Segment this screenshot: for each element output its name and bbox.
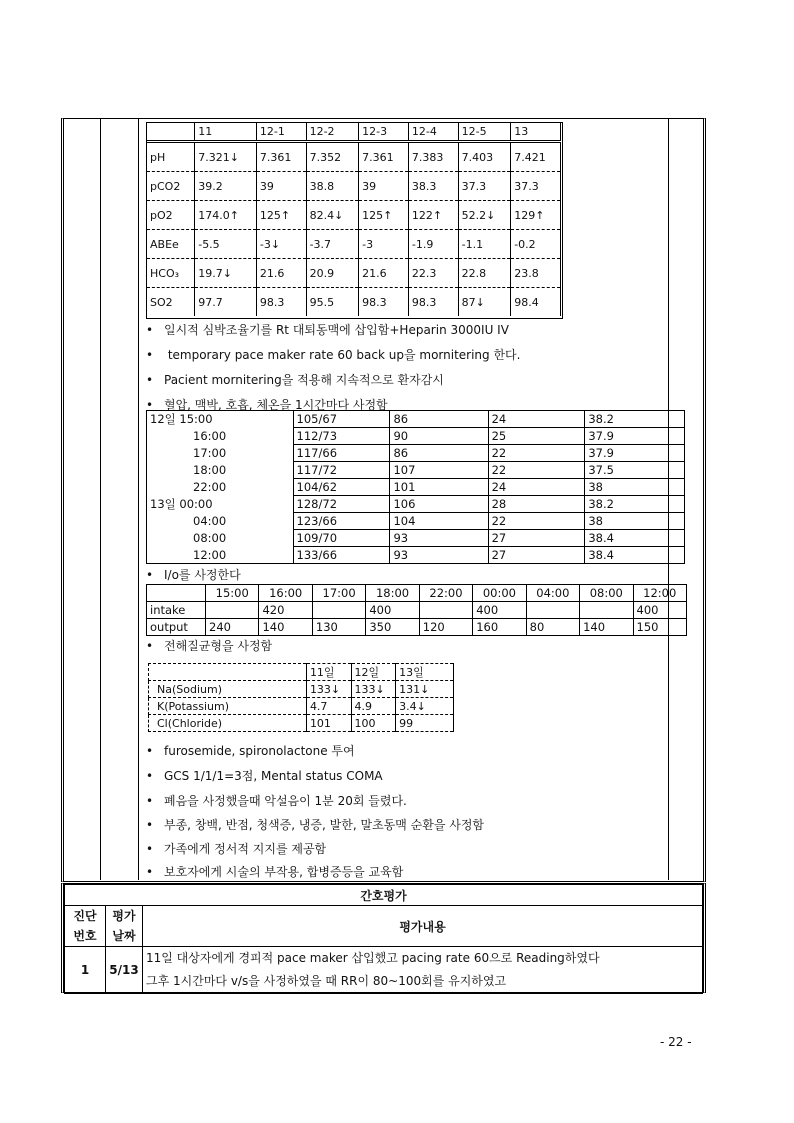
- abg-cell: 7.383: [408, 142, 458, 172]
- vital-cell: 22: [488, 513, 585, 530]
- bullet-text: furosemide, spironolactone 투여: [164, 744, 355, 758]
- vital-cell: 24: [488, 411, 585, 428]
- abg-cell: pCO2: [147, 172, 195, 201]
- bullet-text: GCS 1/1/1=3점, Mental status COMA: [164, 769, 383, 783]
- abg-cell: 98.4: [511, 288, 561, 317]
- bullet-text: Pacient mornitering을 적용해 지속적으로 환자감시: [164, 373, 444, 387]
- abg-cell: 129↑: [511, 201, 561, 230]
- eval-line: 11일 대상자에게 경피적 pace maker 삽입했고 pacing rate 60으로 Reading하였다: [146, 951, 600, 965]
- vital-cell: 08:00: [147, 530, 294, 547]
- electrolyte-cell: Cl(Chloride): [149, 715, 307, 732]
- electrolyte-row: [149, 681, 454, 698]
- abg-row: [147, 288, 561, 317]
- vital-cell: 117/66: [293, 445, 390, 462]
- abg-cell: 39: [256, 172, 306, 201]
- electrolyte-row: [149, 698, 454, 715]
- vital-cell: 38.4: [585, 530, 685, 547]
- abg-cell: 125↑: [359, 201, 409, 230]
- eval-col-content: 평가내용: [143, 906, 703, 947]
- abg-cell: 7.361: [256, 142, 306, 172]
- abg-cell: 98.3: [256, 288, 306, 317]
- abg-cell: 7.361: [359, 142, 409, 172]
- abg-header-cell: 12-1: [256, 123, 306, 142]
- abg-cell: 87↓: [458, 288, 511, 317]
- abg-row: [147, 142, 561, 172]
- abg-cell: HCO₃: [147, 259, 195, 288]
- vital-row: [147, 547, 685, 564]
- io-cell: 130: [312, 619, 365, 636]
- column-divider: [138, 118, 139, 880]
- abg-cell: 125↑: [256, 201, 306, 230]
- io-cell: [147, 585, 206, 602]
- bullet-text: 폐음을 사정했을때 악설음이 1분 20회 들렸다.: [164, 794, 407, 808]
- page-number: - 22 -: [660, 1035, 692, 1049]
- abg-row: [147, 201, 561, 230]
- vital-row: [147, 479, 685, 496]
- electrolyte-cell: 11일: [306, 664, 351, 681]
- electrolyte-cell: K(Potassium): [149, 698, 307, 715]
- vital-cell: 25: [488, 428, 585, 445]
- bullet-item: [146, 767, 383, 784]
- abg-cell: -5.5: [195, 230, 257, 259]
- io-cell: output: [147, 619, 206, 636]
- io-cell: 150: [633, 619, 687, 636]
- abg-cell: 38.3: [408, 172, 458, 201]
- io-cell: 16:00: [259, 585, 312, 602]
- abg-cell: 21.6: [359, 259, 409, 288]
- bullet-item: [146, 321, 509, 338]
- vital-cell: 37.9: [585, 445, 685, 462]
- bullet-dot: •: [146, 373, 154, 387]
- vital-cell: 38: [585, 513, 685, 530]
- eval-title: 간호평가: [65, 885, 703, 906]
- abg-cell: 7.321↓: [195, 142, 257, 172]
- abg-cell: 37.3: [511, 172, 561, 201]
- vital-cell: 12일 15:00: [147, 411, 294, 428]
- io-cell: [312, 602, 365, 619]
- vital-cell: 22: [488, 462, 585, 479]
- electrolyte-cell: 100: [351, 715, 396, 732]
- vital-cell: 13일 00:00: [147, 496, 294, 513]
- vital-cell: 04:00: [147, 513, 294, 530]
- bullet-item: [146, 816, 484, 833]
- eval-line: 그후 1시간마다 v/s을 사정하였을 때 RR이 80~100회를 유지하였고: [146, 974, 507, 988]
- bullet-dot: •: [146, 842, 154, 856]
- vital-row: [147, 462, 685, 479]
- bullet-text: 가족에게 정서적 지지를 제공함: [164, 842, 327, 856]
- abg-cell: 21.6: [256, 259, 306, 288]
- io-cell: 140: [259, 619, 312, 636]
- bullet-dot: •: [146, 323, 154, 337]
- bullet-text: 부종, 창백, 반점, 청색증, 냉증, 발한, 말초동맥 순환을 사정함: [164, 818, 485, 832]
- vital-cell: 18:00: [147, 462, 294, 479]
- electrolyte-cell: Na(Sodium): [149, 681, 307, 698]
- vital-cell: 28: [488, 496, 585, 513]
- abg-cell: 7.403: [458, 142, 511, 172]
- vital-cell: 24: [488, 479, 585, 496]
- io-cell: 140: [580, 619, 633, 636]
- abg-header-row: [147, 123, 561, 142]
- abg-header-cell: [147, 123, 195, 142]
- vital-cell: 38: [585, 479, 685, 496]
- io-cell: 22:00: [419, 585, 472, 602]
- eval-col-number: 진단 번호: [65, 906, 106, 947]
- abg-cell: 39: [359, 172, 409, 201]
- electrolyte-cell: 101: [306, 715, 351, 732]
- vital-cell: 107: [390, 462, 488, 479]
- vital-row: [147, 496, 685, 513]
- abg-cell: 23.8: [511, 259, 561, 288]
- io-cell: 04:00: [526, 585, 579, 602]
- abg-header-cell: 11: [195, 123, 257, 142]
- io-cell: 08:00: [580, 585, 633, 602]
- abg-cell: 98.3: [359, 288, 409, 317]
- abg-header-cell: 12-2: [306, 123, 359, 142]
- abg-cell: 82.4↓: [306, 201, 359, 230]
- electrolyte-cell: 12일: [351, 664, 396, 681]
- bullet-dot: •: [146, 348, 154, 362]
- bullet-text: 혈압, 맥박, 호흡, 체온을 1시간마다 사정함: [164, 398, 388, 412]
- bullet-dot: •: [146, 818, 154, 832]
- io-cell: intake: [147, 602, 206, 619]
- io-cell: 400: [473, 602, 526, 619]
- abg-cell: 98.3: [408, 288, 458, 317]
- vital-row: [147, 428, 685, 445]
- vital-cell: 27: [488, 530, 585, 547]
- abg-cell: 122↑: [408, 201, 458, 230]
- vital-cell: 93: [390, 530, 488, 547]
- vital-row: [147, 445, 685, 462]
- vital-cell: 101: [390, 479, 488, 496]
- io-row: [147, 585, 687, 602]
- vital-cell: 128/72: [293, 496, 390, 513]
- bullet-dot: •: [146, 769, 154, 783]
- abg-cell: -1.9: [408, 230, 458, 259]
- eval-date: 5/13: [106, 947, 143, 994]
- abg-cell: 19.7↓: [195, 259, 257, 288]
- electrolyte-cell: 133↓: [306, 681, 351, 698]
- vital-cell: 38.4: [585, 547, 685, 564]
- vital-cell: 106: [390, 496, 488, 513]
- electrolyte-bullet: • 전해질균형을 사정함: [146, 639, 273, 653]
- io-cell: [206, 602, 259, 619]
- io-cell: 18:00: [366, 585, 419, 602]
- io-cell: [526, 602, 579, 619]
- electrolyte-row: [149, 664, 454, 681]
- vital-cell: 93: [390, 547, 488, 564]
- abg-cell: SO2: [147, 288, 195, 317]
- abg-cell: 38.8: [306, 172, 359, 201]
- abg-header-cell: 12-5: [458, 123, 511, 142]
- vital-cell: 86: [390, 445, 488, 462]
- vital-cell: 17:00: [147, 445, 294, 462]
- bullet-item: [146, 371, 444, 388]
- electrolyte-cell: 133↓: [351, 681, 396, 698]
- bullet-dot: •: [146, 744, 154, 758]
- io-cell: 00:00: [473, 585, 526, 602]
- electrolyte-cell: [149, 664, 307, 681]
- vital-cell: 38.2: [585, 496, 685, 513]
- vital-cell: 38.2: [585, 411, 685, 428]
- abg-cell: 174.0↑: [195, 201, 257, 230]
- abg-cell: 7.352: [306, 142, 359, 172]
- io-cell: 12:00: [633, 585, 687, 602]
- vital-cell: 90: [390, 428, 488, 445]
- electrolyte-cell: 13일: [396, 664, 454, 681]
- abg-cell: -3↓: [256, 230, 306, 259]
- io-row: [147, 619, 687, 636]
- bullet-text: temporary pace maker rate 60 back up을 mornitering 한다.: [164, 348, 521, 362]
- io-cell: 80: [526, 619, 579, 636]
- electrolyte-cell: 99: [396, 715, 454, 732]
- io-cell: 420: [259, 602, 312, 619]
- io-cell: 15:00: [206, 585, 259, 602]
- io-cell: 240: [206, 619, 259, 636]
- vital-cell: 37.9: [585, 428, 685, 445]
- vital-cell: 37.5: [585, 462, 685, 479]
- io-cell: 350: [366, 619, 419, 636]
- io-cell: 400: [366, 602, 419, 619]
- vital-cell: 22:00: [147, 479, 294, 496]
- bullet-dot: •: [146, 865, 154, 879]
- bullet-item: [146, 742, 355, 759]
- abg-cell: 22.3: [408, 259, 458, 288]
- vital-cell: 117/72: [293, 462, 390, 479]
- abg-cell: 52.2↓: [458, 201, 511, 230]
- bullet-item: [146, 863, 403, 880]
- vital-cell: 109/70: [293, 530, 390, 547]
- io-cell: 160: [473, 619, 526, 636]
- abg-cell: pO2: [147, 201, 195, 230]
- abg-cell: 39.2: [195, 172, 257, 201]
- bullet-item: [146, 792, 407, 809]
- abg-row: [147, 172, 561, 201]
- io-cell: 17:00: [312, 585, 365, 602]
- vital-cell: 104: [390, 513, 488, 530]
- bullet-dot: •: [146, 794, 154, 808]
- abg-cell: 37.3: [458, 172, 511, 201]
- intake-output-table: [146, 584, 687, 636]
- electrolyte-cell: 3.4↓: [396, 698, 454, 715]
- vital-cell: 27: [488, 547, 585, 564]
- electrolyte-cell: 131↓: [396, 681, 454, 698]
- io-row: [147, 602, 687, 619]
- vital-cell: 104/62: [293, 479, 390, 496]
- abg-cell: 97.7: [195, 288, 257, 317]
- vital-signs-table: [146, 410, 685, 564]
- vital-row: [147, 411, 685, 428]
- bullet-item: [146, 840, 326, 857]
- io-cell: 120: [419, 619, 472, 636]
- vital-cell: 12:00: [147, 547, 294, 564]
- vital-cell: 16:00: [147, 428, 294, 445]
- abg-cell: -3: [359, 230, 409, 259]
- abg-cell: -3.7: [306, 230, 359, 259]
- abg-cell: 22.8: [458, 259, 511, 288]
- eval-number: 1: [65, 947, 106, 994]
- vital-cell: 133/66: [293, 547, 390, 564]
- nursing-evaluation: [61, 883, 706, 993]
- abg-header-cell: 13: [511, 123, 561, 142]
- abg-header-cell: 12-3: [359, 123, 409, 142]
- abg-cell: -1.1: [458, 230, 511, 259]
- vital-cell: 105/67: [293, 411, 390, 428]
- abg-cell: ABEe: [147, 230, 195, 259]
- io-cell: [419, 602, 472, 619]
- abg-cell: -0.2: [511, 230, 561, 259]
- io-bullet: • I/o를 사정한다: [146, 568, 241, 582]
- vital-cell: 22: [488, 445, 585, 462]
- bullet-item: [146, 346, 520, 363]
- abg-cell: pH: [147, 142, 195, 172]
- electrolyte-table: [148, 663, 454, 732]
- abg-table: [146, 122, 561, 316]
- eval-col-date: 평가 날짜: [106, 906, 143, 947]
- io-cell: 400: [633, 602, 687, 619]
- vital-cell: 123/66: [293, 513, 390, 530]
- abg-header-cell: 12-4: [408, 123, 458, 142]
- bullet-text: 보호자에게 시술의 부작용, 합병증등을 교육함: [164, 865, 404, 879]
- bullet-dot: •: [146, 398, 154, 412]
- io-cell: [580, 602, 633, 619]
- electrolyte-cell: 4.9: [351, 698, 396, 715]
- column-divider: [100, 118, 101, 880]
- electrolyte-cell: 4.7: [306, 698, 351, 715]
- abg-row: [147, 230, 561, 259]
- vital-cell: 86: [390, 411, 488, 428]
- vital-cell: 112/73: [293, 428, 390, 445]
- abg-cell: 7.421: [511, 142, 561, 172]
- vital-row: [147, 513, 685, 530]
- electrolyte-row: [149, 715, 454, 732]
- abg-cell: 95.5: [306, 288, 359, 317]
- vital-row: [147, 530, 685, 547]
- abg-row: [147, 259, 561, 288]
- abg-cell: 20.9: [306, 259, 359, 288]
- bullet-text: 일시적 심박조율기를 Rt 대퇴동맥에 삽입함+Heparin 3000IU IV: [164, 323, 509, 337]
